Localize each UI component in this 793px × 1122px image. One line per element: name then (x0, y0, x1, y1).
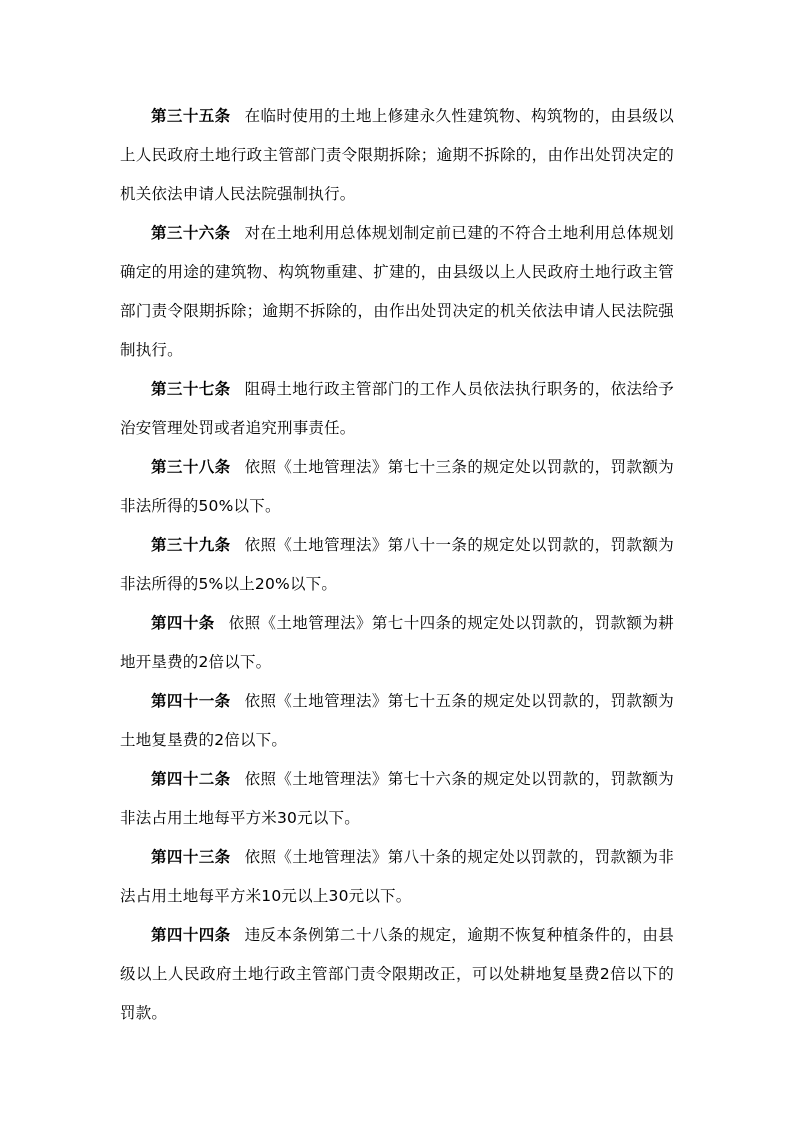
article-number: 第四十二条 (151, 770, 231, 788)
article-text: 依照《土地管理法》第八十条的规定处以罚款的，罚款额为非法占用土地每平方米10元以上30元以下。 (120, 848, 674, 905)
article-text: 阻碍土地行政主管部门的工作人员依法执行职务的，依法给予治安管理处罚或者追究刑事责任。 (120, 380, 674, 437)
article-36 (120, 214, 674, 370)
article-number: 第四十四条 (151, 926, 231, 944)
article-number: 第三十八条 (151, 458, 231, 476)
article-42 (120, 760, 674, 838)
article-35 (120, 97, 674, 214)
article-number: 第三十七条 (151, 380, 231, 398)
article-text: 对在土地利用总体规划制定前已建的不符合土地利用总体规划确定的用途的建筑物、构筑物重建、扩建的，由县级以上人民政府土地行政主管部门责令限期拆除；逾期不拆除的，由作出处罚决定的机关依法申请人民法院强制执行。 (120, 224, 674, 359)
article-number: 第三十六条 (151, 224, 231, 242)
article-number: 第四十条 (151, 614, 215, 632)
article-39 (120, 526, 674, 604)
article-text: 违反本条例第二十八条的规定，逾期不恢复种植条件的，由县级以上人民政府土地行政主管部门责令限期改正，可以处耕地复垦费2倍以下的罚款。 (120, 926, 674, 1022)
document-body (120, 97, 674, 1033)
article-43 (120, 838, 674, 916)
article-41 (120, 682, 674, 760)
article-38 (120, 448, 674, 526)
article-text: 依照《土地管理法》第七十六条的规定处以罚款的，罚款额为非法占用土地每平方米30元以下。 (120, 770, 674, 827)
article-text: 在临时使用的土地上修建永久性建筑物、构筑物的，由县级以上人民政府土地行政主管部门责令限期拆除；逾期不拆除的，由作出处罚决定的机关依法申请人民法院强制执行。 (120, 107, 674, 203)
article-text: 依照《土地管理法》第七十三条的规定处以罚款的，罚款额为非法所得的50%以下。 (120, 458, 674, 515)
article-text: 依照《土地管理法》第八十一条的规定处以罚款的，罚款额为非法所得的5%以上20%以下。 (120, 536, 674, 593)
article-text: 依照《土地管理法》第七十四条的规定处以罚款的，罚款额为耕地开垦费的2倍以下。 (120, 614, 674, 671)
article-number: 第三十五条 (151, 107, 231, 125)
article-number: 第四十三条 (151, 848, 231, 866)
article-number: 第三十九条 (151, 536, 231, 554)
article-text: 依照《土地管理法》第七十五条的规定处以罚款的，罚款额为土地复垦费的2倍以下。 (120, 692, 674, 749)
article-37 (120, 370, 674, 448)
article-44 (120, 916, 674, 1033)
article-number: 第四十一条 (151, 692, 231, 710)
article-40 (120, 604, 674, 682)
